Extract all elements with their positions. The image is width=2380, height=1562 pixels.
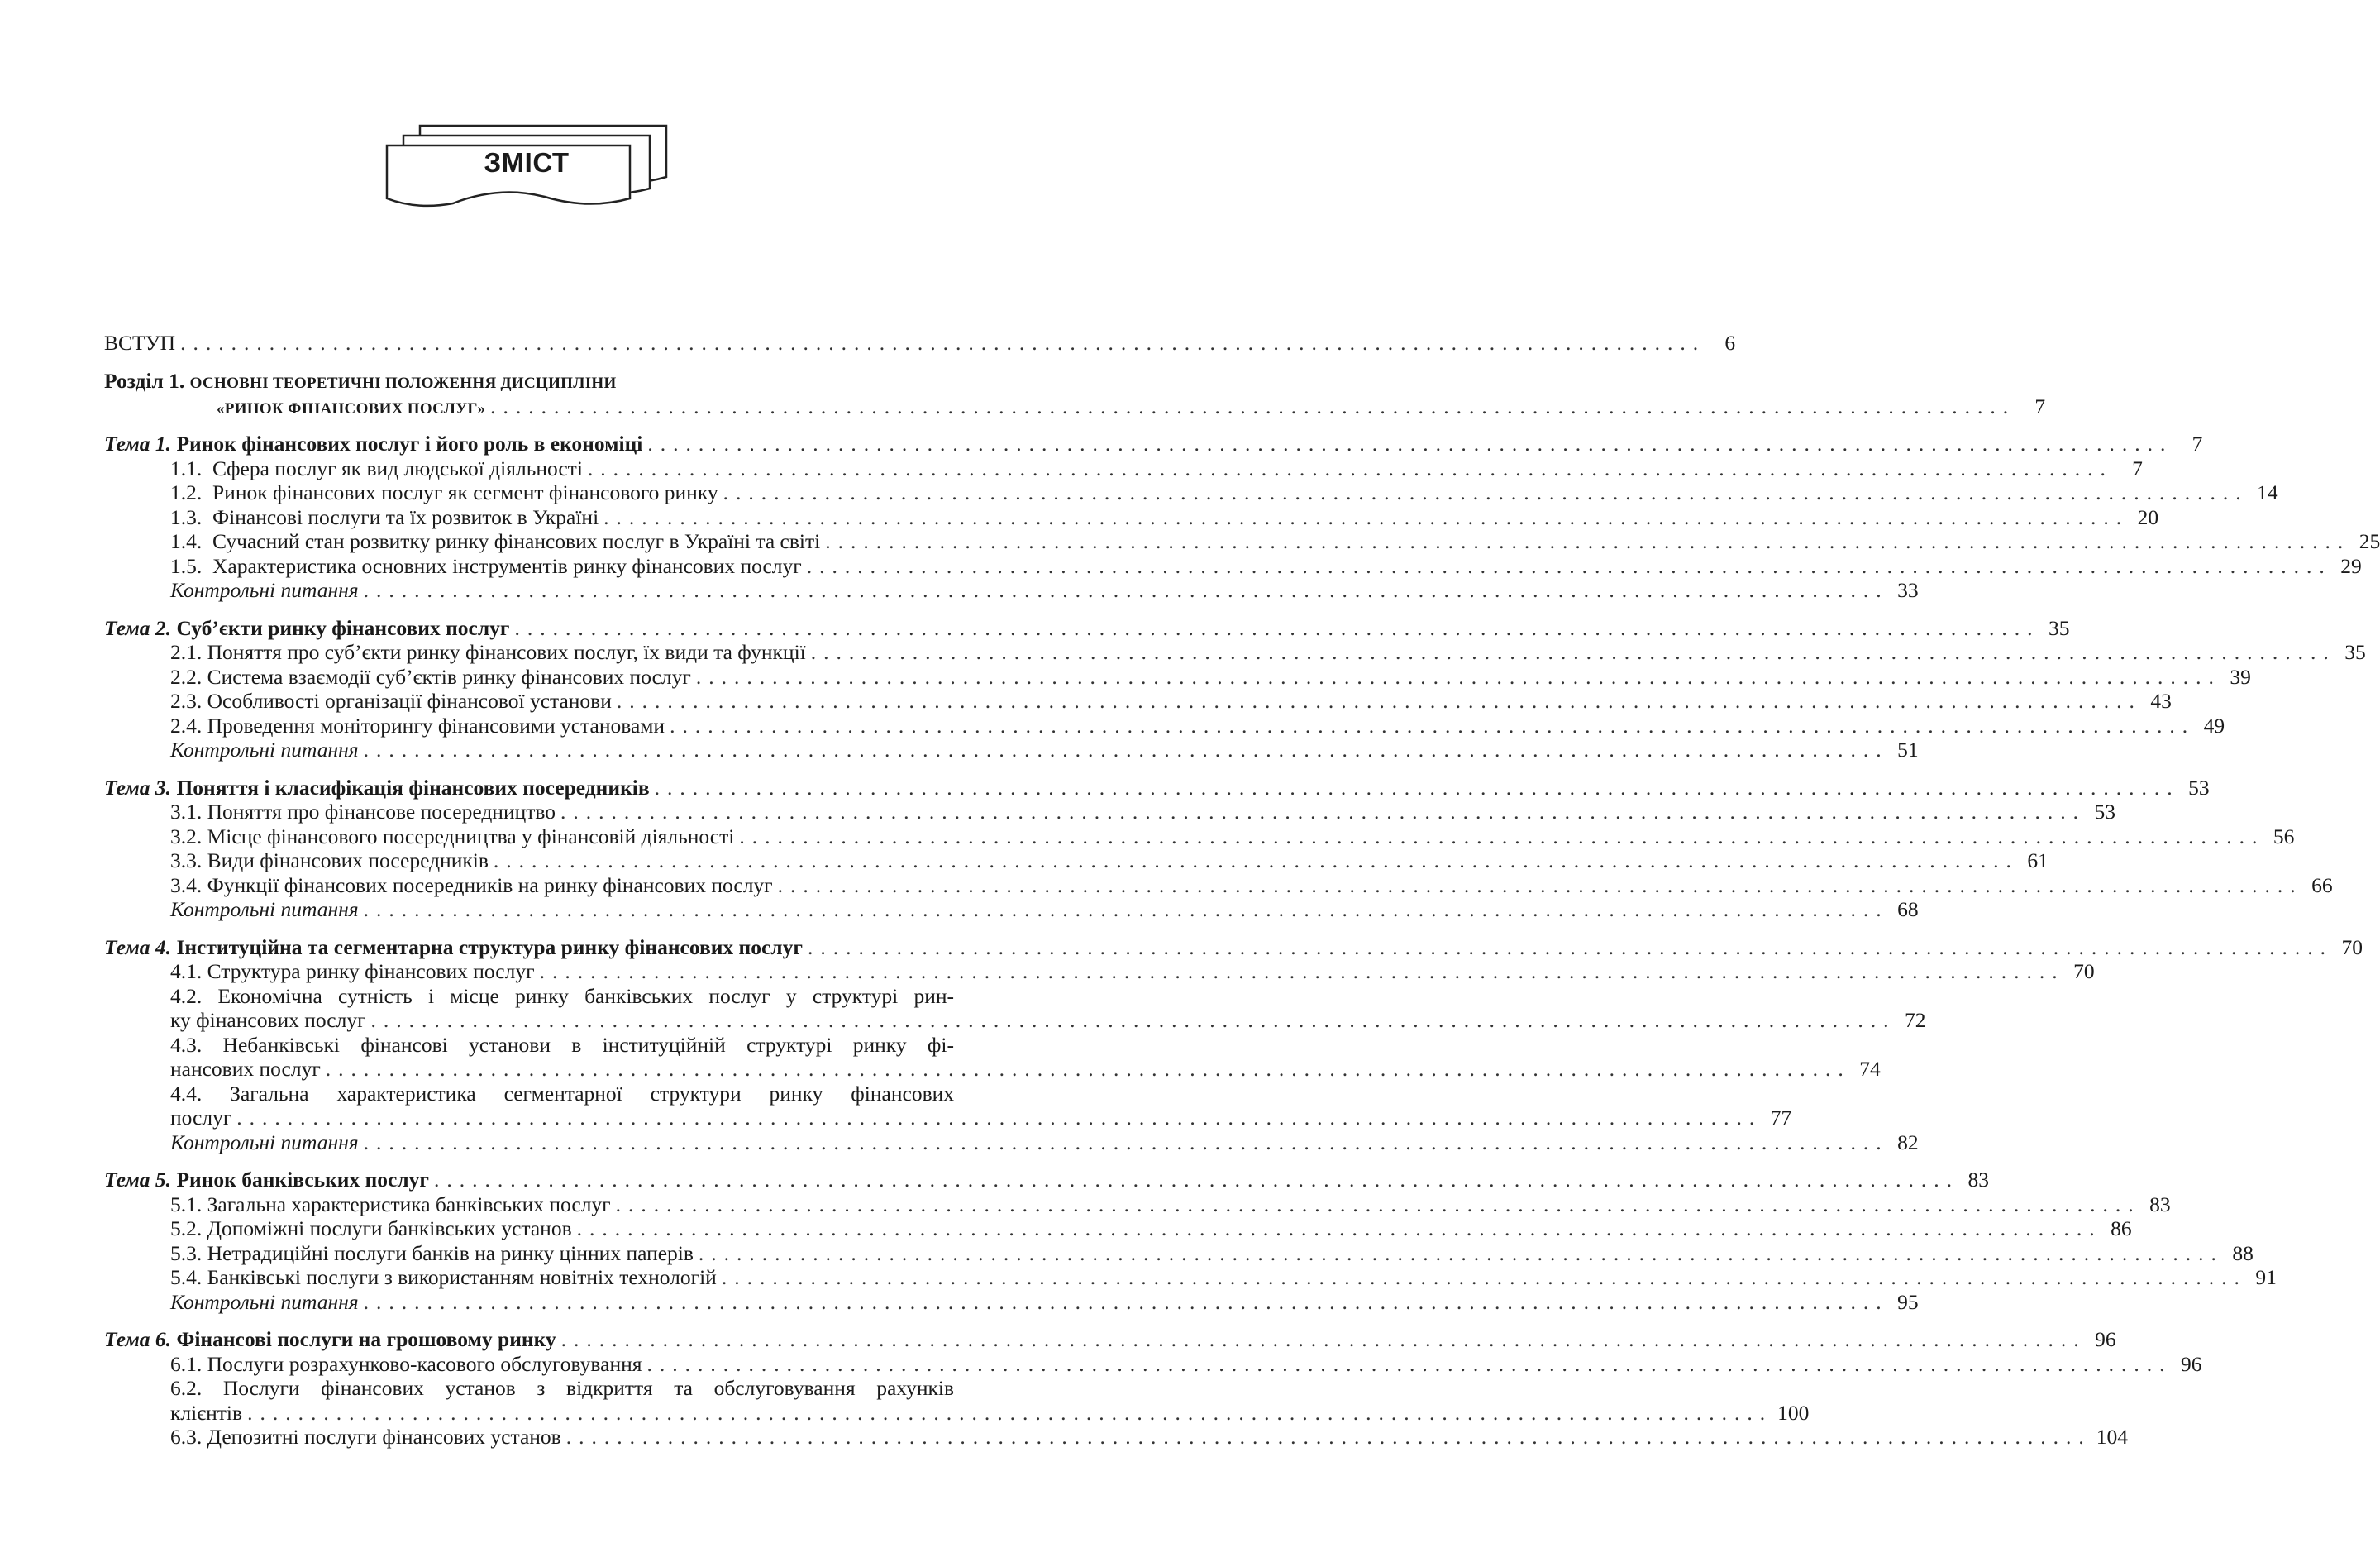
entry-label: 5.1. Загальна характеристика банківських послуг [170,1192,611,1216]
toc-subentry[interactable] [104,1008,1926,1033]
section-line1: Розділ 1. ОСНОВНІ ТЕОРЕТИЧНІ ПОЛОЖЕННЯ ДИСЦИПЛІНИ [104,368,617,393]
entry-page: 53 [2094,800,2115,824]
entry-page: 33 [1897,578,1919,602]
entry-page: 29 [2340,553,2362,578]
dot-leader: ........................................................................................................................ [363,578,1889,602]
entry-label: 5.3. Нетрадиційні послуги банків на ринку цінних паперів [170,1240,694,1265]
dot-leader: ........................................................................................................................ [647,432,2173,456]
topic-label [104,432,642,456]
toc-subentry[interactable] [104,1400,1810,1426]
topic-title: Ринок фінансових послуг і його роль в економіці [176,432,643,456]
topic-prefix: Тема 1. [104,432,172,456]
dot-leader: ........................................................................................................................ [695,664,2221,689]
topic-label [104,616,509,641]
section-line2: «РИНОК ФІНАНСОВИХ ПОСЛУГ» [217,399,486,418]
entry-page: 96 [2180,1351,2202,1376]
topic-title: Інституційна та сегментарна структура ринку фінансових послуг [176,934,803,959]
toc-control-questions[interactable] [104,1289,1919,1315]
toc-topic-heading[interactable] [104,934,2363,960]
toc-subentry[interactable] [104,553,2362,579]
entry-page: 7 [2192,432,2203,456]
dot-leader: ........................................................................................................................ [587,456,2113,480]
toc-control-questions[interactable] [104,578,1919,603]
entry-page: 39 [2230,664,2251,689]
page-title: ЗМІСТ [484,147,570,178]
entry-label: послуг [170,1106,232,1130]
topic-title: Поняття і класифікація фінансових посередників [176,775,650,800]
entry-label: 1.5. Характеристика основних інструментів ринку фінансових послуг [170,553,802,578]
toc-subentry[interactable] [104,456,2143,481]
topic-title: Суб’єкти ринку фінансових послуг [176,615,510,640]
entry-label: 2.1. Поняття про суб’єкти ринку фінансових послуг, їх види та функції [170,640,806,664]
entry-page: 96 [2095,1327,2116,1351]
dot-leader: ........................................................................................................................ [698,1240,2224,1265]
toc-topic-heading[interactable] [104,615,2070,641]
toc-subentry[interactable] [104,480,2278,505]
toc-subentry[interactable] [104,848,2049,873]
entry-label: 1.2. Ринок фінансових послуг як сегмент фінансового ринку [170,480,718,504]
toc-subentry[interactable] [104,1216,2132,1241]
topic-prefix: Тема 3. [104,775,172,800]
entry-page: 91 [2255,1265,2277,1289]
entry-label: 1.3. Фінансові послуги та їх розвиток в Україні [170,504,599,529]
toc-control-questions[interactable] [104,1130,1919,1155]
toc-subentry[interactable] [104,1265,2277,1290]
entry-label: ВСТУП [104,331,176,355]
toc-subentry[interactable] [104,1192,2171,1217]
dot-leader: ........................................................................................................................ [363,738,1889,762]
dot-leader: ........................................................................................................................ [654,775,2180,800]
dot-leader: ........................................................................................................................ [539,959,2065,983]
dot-leader: ........................................................................................................................ [739,824,2265,848]
entry-page: 95 [1897,1289,1919,1314]
dot-leader: ........................................................................................................................ [247,1400,1773,1425]
dot-leader: ........................................................................................................................ [370,1008,1896,1032]
dot-leader: ........................................................................................................................ [363,1289,1889,1314]
toc-subentry[interactable] [104,689,2172,714]
toc-subentry[interactable] [104,824,2295,849]
toc-section-heading-cont[interactable] [104,394,2046,419]
entry-page: 74 [1859,1057,1881,1081]
entry-page: 83 [2149,1192,2171,1216]
dot-leader: ........................................................................................................................ [807,934,2333,959]
topic-label [104,935,803,960]
dot-leader: ........................................................................................................................ [777,872,2303,897]
toc-subentry[interactable] [104,529,2380,554]
dot-leader: ........................................................................................................................ [825,529,2351,553]
toc-subentry[interactable] [104,1106,1792,1130]
entry-page: 7 [2034,394,2046,418]
entry-page: 83 [1967,1168,1989,1192]
toc-subentry[interactable] [104,959,2095,984]
entry-label: Контрольні питання [170,1289,359,1314]
toc-section-heading[interactable] [104,369,1018,394]
toc-subentry[interactable] [104,1425,2128,1450]
dot-leader: ........................................................................................................................ [180,331,1706,355]
entry-label: 1.1. Сфера послуг як вид людської діяльності [170,456,583,480]
entry-page: 72 [1905,1008,1926,1032]
entry-page: 61 [2027,848,2049,872]
entry-label: 3.2. Місце фінансового посередництва у фінансовій діяльності [170,824,735,848]
entry-page: 66 [2311,872,2333,897]
dot-leader: ........................................................................................................................ [565,1425,2091,1449]
contents-title-banner [367,122,673,213]
topic-label [104,776,650,800]
entry-page: 35 [2344,640,2366,664]
entry-label: 4.1. Структура ринку фінансових послуг [170,959,535,983]
dot-leader: ........................................................................................................................ [721,1265,2247,1289]
toc-subentry[interactable] [104,640,2366,665]
toc-subentry[interactable] [104,713,2225,738]
entry-page: 14 [2257,480,2278,504]
dot-leader: ........................................................................................................................ [363,1130,1889,1154]
entry-page: 82 [1897,1130,1919,1154]
entry-page: 49 [2203,713,2225,738]
entry-label: 1.4. Сучасний стан розвитку ринку фінансових послуг в Україні та світі [170,529,821,553]
entry-label: 3.1. Поняття про фінансове посередництво [170,800,556,824]
entry-label: 3.4. Функції фінансових посередників на ринку фінансових послуг [170,872,773,897]
toc-subentry-line[interactable]: 6.2. Послуги фінансових установ з відкриття та обслуговування рахунків [170,1376,954,1400]
entry-label: клієнтів [170,1400,243,1425]
entry-label: Контрольні питання [170,578,359,602]
entry-label: 5.4. Банківські послуги з використанням новітніх технологій [170,1265,717,1289]
entry-label: Контрольні питання [170,738,359,762]
dot-leader: ........................................................................................................................ [670,713,2196,738]
toc-subentry[interactable] [104,872,2333,898]
entry-label: 2.2. Система взаємодії суб’єктів ринку фінансових послуг [170,664,691,689]
toc-entry-intro[interactable] [104,331,1736,356]
dot-leader: ........................................................................................................................ [723,480,2249,504]
entry-page: 104 [2096,1425,2128,1449]
topic-label [104,1168,429,1192]
dot-leader: ........................................................................................................................ [576,1216,2102,1240]
toc-topic-heading[interactable] [104,775,2210,800]
dot-leader: ........................................................................................................................ [493,848,2019,872]
table-of-contents [104,331,2380,1450]
dot-leader: ........................................................................................................................ [615,1192,2141,1216]
toc-subentry[interactable] [104,664,2251,690]
topic-label [104,1327,556,1352]
entry-label: нансових послуг [170,1057,321,1081]
dot-leader: ........................................................................................................................ [560,1327,2087,1351]
toc-control-questions[interactable] [104,897,1919,922]
entry-label: 2.3. Особливості організації фінансової установи [170,689,612,713]
section-title-line1: ОСНОВНІ ТЕОРЕТИЧНІ ПОЛОЖЕННЯ ДИСЦИПЛІНИ [189,374,617,392]
dot-leader: ........................................................................................................................ [616,689,2142,713]
entry-page: 20 [2137,504,2159,529]
toc-subentry[interactable] [104,1351,2202,1377]
dot-leader: ........................................................................................................................ [433,1168,1959,1192]
entry-label: 6.3. Депозитні послуги фінансових установ [170,1425,561,1449]
entry-label: 2.4. Проведення моніторингу фінансовими установами [170,713,665,738]
entry-page: 77 [1770,1106,1792,1130]
topic-title: Ринок банківських послуг [176,1168,429,1192]
entry-page: 70 [2073,959,2095,983]
entry-label: 5.2. Допоміжні послуги банківських установ [170,1216,572,1240]
dot-leader: ........................................................................................................................ [603,504,2130,529]
dot-leader: ........................................................................................................................ [514,615,2040,640]
topic-prefix: Тема 4. [104,934,172,959]
entry-page: 35 [2048,615,2070,640]
dot-leader: ........................................................................................................................ [325,1057,1851,1081]
entry-page: 6 [1724,331,1736,355]
toc-subentry[interactable] [104,800,2115,824]
entry-page: 68 [1897,897,1919,921]
entry-page: 70 [2341,934,2363,959]
dot-leader: ........................................................................................................................ [490,394,2016,418]
dot-leader: ........................................................................................................................ [646,1351,2173,1376]
toc-topic-heading[interactable] [104,432,2203,456]
dot-leader: ........................................................................................................................ [806,553,2332,578]
dot-leader: ........................................................................................................................ [363,897,1889,921]
entry-page: 100 [1777,1400,1810,1425]
dot-leader: ........................................................................................................................ [236,1106,1762,1130]
entry-label: 3.3. Види фінансових посередників [170,848,489,872]
entry-page: 86 [2111,1216,2132,1240]
toc-subentry-line[interactable]: 4.4. Загальна характеристика сегментарної структури ринку фінансових [170,1081,954,1106]
topic-title: Фінансові послуги на грошовому ринку [176,1327,556,1351]
toc-topic-heading[interactable] [104,1168,1989,1192]
entry-page: 56 [2273,824,2295,848]
toc-control-questions[interactable] [104,738,1919,762]
toc-subentry[interactable] [104,1240,2254,1266]
topic-prefix: Тема 5. [104,1168,172,1192]
topic-prefix: Тема 2. [104,615,172,640]
dot-leader: ........................................................................................................................ [560,800,2086,824]
entry-label: ку фінансових послуг [170,1008,366,1032]
entry-page: 88 [2232,1240,2254,1265]
entry-label: Контрольні питання [170,897,359,921]
toc-subentry[interactable] [104,1057,1881,1082]
toc-topic-heading[interactable] [104,1327,2116,1352]
entry-label: 6.1. Послуги розрахунково-касового обслуговування [170,1351,642,1376]
toc-subentry-line[interactable]: 4.3. Небанківські фінансові установи в інституційній структурі ринку фі- [170,1032,954,1057]
entry-page: 43 [2150,689,2172,713]
entry-page: 53 [2188,775,2210,800]
entry-page: 25 [2359,529,2380,553]
topic-prefix: Тема 6. [104,1327,172,1351]
toc-subentry-line[interactable]: 4.2. Економічна сутність і місце ринку банківських послуг у структурі рин- [170,983,954,1008]
toc-subentry[interactable] [104,504,2159,530]
entry-label: Контрольні питання [170,1130,359,1154]
dot-leader: ........................................................................................................................ [810,640,2336,664]
entry-page: 51 [1897,738,1919,762]
entry-page: 7 [2132,456,2143,480]
